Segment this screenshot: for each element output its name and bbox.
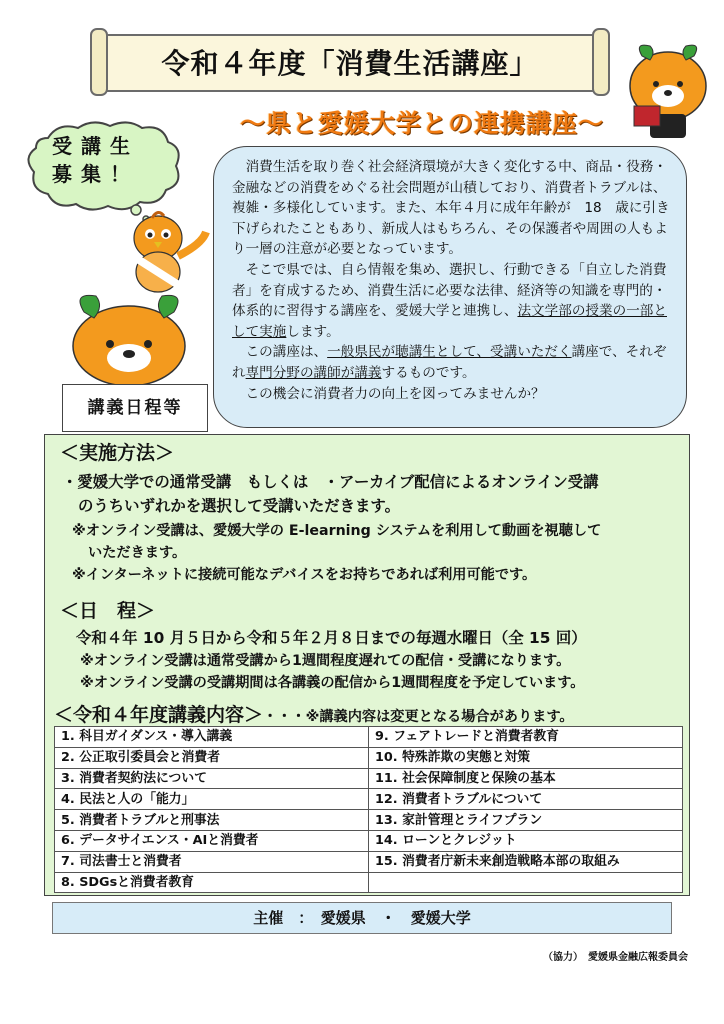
intro-p3-underline-1: 一般県民が聴講生として、受講いただく (327, 344, 572, 361)
dates-line-1: 令和４年 10 月５日から令和５年２月８日までの毎週水曜日（全 15 回） (76, 629, 587, 647)
content-heading-row (54, 700, 574, 727)
lecture-cell-left: 2. 公正取引委員会と消費者 (55, 747, 369, 768)
lecture-row (55, 810, 683, 831)
lecture-row (55, 851, 683, 872)
lecture-cell-left: 7. 司法書士と消費者 (55, 851, 369, 872)
organizer-bar: 主催 ： 愛媛県 ・ 愛媛大学 (52, 902, 672, 934)
lecture-cell-left: 4. 民法と人の「能力」 (55, 789, 369, 810)
recruit-cloud (18, 118, 176, 204)
intro-paragraph-1: 消費生活を取り巻く社会経済環境が大きく変化する中、商品・役務・金融などの消費をめぐる社会問題が山積しており、消費者トラブルは、複雑・多様化しています。また、本年４月に成年年齢が 18 歳に引き下げられたこともあり、新成人はもちろん、その保護者や周囲の人もより一層の注意が必要となっています。 (232, 159, 670, 258)
lecture-cell-left: 6. データサイエンス・AIと消費者 (55, 830, 369, 851)
lecture-cell-right: 15. 消費者庁新未来創造戦略本部の取組み (369, 851, 683, 872)
lecture-row (55, 727, 683, 748)
method-line-1: ・愛媛大学での通常受講 もしくは ・アーカイブ配信によるオンライン受講 (62, 473, 599, 491)
intro-p3-text-b: 講座で、それぞれ (232, 344, 667, 381)
lecture-cell-left: 1. 科目ガイダンス・導入講義 (55, 727, 369, 748)
method-note-1-cont: いただきます。 (88, 545, 187, 561)
method-line-2: のうちいずれかを選択して受講いただきます。 (78, 497, 400, 515)
page-subtitle: ～県と愛媛大学との連携講座～ (239, 109, 604, 138)
title-banner (90, 28, 610, 94)
dates-note-1: ※オンライン受講は通常受講から1週間程度遅れての配信・受講になります。 (80, 653, 571, 669)
lecture-cell-right: 10. 特殊詐欺の実態と対策 (369, 747, 683, 768)
lecture-cell-right: 14. ローンとクレジット (369, 830, 683, 851)
intro-p3-text-c: するものです。 (381, 364, 476, 381)
intro-paragraph-4: この機会に消費者力の向上を図ってみませんか？ (245, 385, 545, 402)
lecture-cell-right: 11. 社会保障制度と保険の基本 (369, 768, 683, 789)
lecture-cell-left: 8. SDGsと消費者教育 (55, 872, 369, 893)
intro-p3-underline-2: 専門分野の講師が講義 (245, 364, 382, 381)
intro-p2-underline: 法文学部の授業の一部として実施 (232, 303, 667, 340)
content-note: ・・・※講義内容は変更となる場合があります。 (263, 709, 574, 725)
lecture-cell-right (369, 872, 683, 893)
lecture-row (55, 768, 683, 789)
lecture-row (55, 872, 683, 893)
cooperation-note: （協力） 愛媛県金融広報委員会 (543, 952, 688, 963)
intro-box (213, 146, 687, 428)
lecture-cell-right: 9. フェアトレードと消費者教育 (369, 727, 683, 748)
intro-paragraph-3 (232, 342, 670, 383)
method-note-2: ※インターネットに接続可能なデバイスをお持ちであれば利用可能です。 (72, 567, 537, 583)
method-note-1: ※オンライン受講は、愛媛大学の E-learning システムを利用して動画を視聴して (72, 523, 602, 539)
mascot-reading-icon (620, 38, 716, 142)
mascot-bird-icon (114, 208, 214, 296)
intro-paragraph-2 (232, 260, 670, 342)
lecture-row (55, 789, 683, 810)
content-heading: ＜令和４年度講義内容＞ (54, 704, 264, 726)
intro-p2-end: します。 (286, 323, 340, 340)
dates-note-2: ※オンライン受講の受講期間は各講義の配信から1週間程度を予定しています。 (80, 675, 585, 691)
lecture-cell-right: 13. 家計管理とライフプラン (369, 810, 683, 831)
intro-p3-text-a: この講座は、 (245, 344, 328, 361)
mascot-mikan-icon (66, 292, 192, 388)
lecture-row (55, 830, 683, 851)
recruit-line-2: 募集！ (52, 162, 139, 186)
dates-heading: ＜日 程＞ (60, 600, 156, 622)
recruit-line-1: 受講生 (52, 134, 139, 158)
page-title: 令和４年度「消費生活講座」 (161, 47, 539, 80)
lecture-table (54, 726, 683, 893)
lecture-row (55, 747, 683, 768)
lecture-cell-left: 3. 消費者契約法について (55, 768, 369, 789)
lecture-cell-left: 5. 消費者トラブルと刑事法 (55, 810, 369, 831)
lecture-cell-right: 12. 消費者トラブルについて (369, 789, 683, 810)
method-heading: ＜実施方法＞ (60, 442, 175, 464)
intro-p2-text: そこで県では、自ら情報を集め、選択し、行動できる「自立した消費者」を育成するため、消費生活に必要な法律、経済等の知識を専門的・体系的に習得する講座を、愛媛大学と連携し、 (232, 261, 667, 320)
schedule-tab: 講義日程等 (62, 384, 208, 432)
